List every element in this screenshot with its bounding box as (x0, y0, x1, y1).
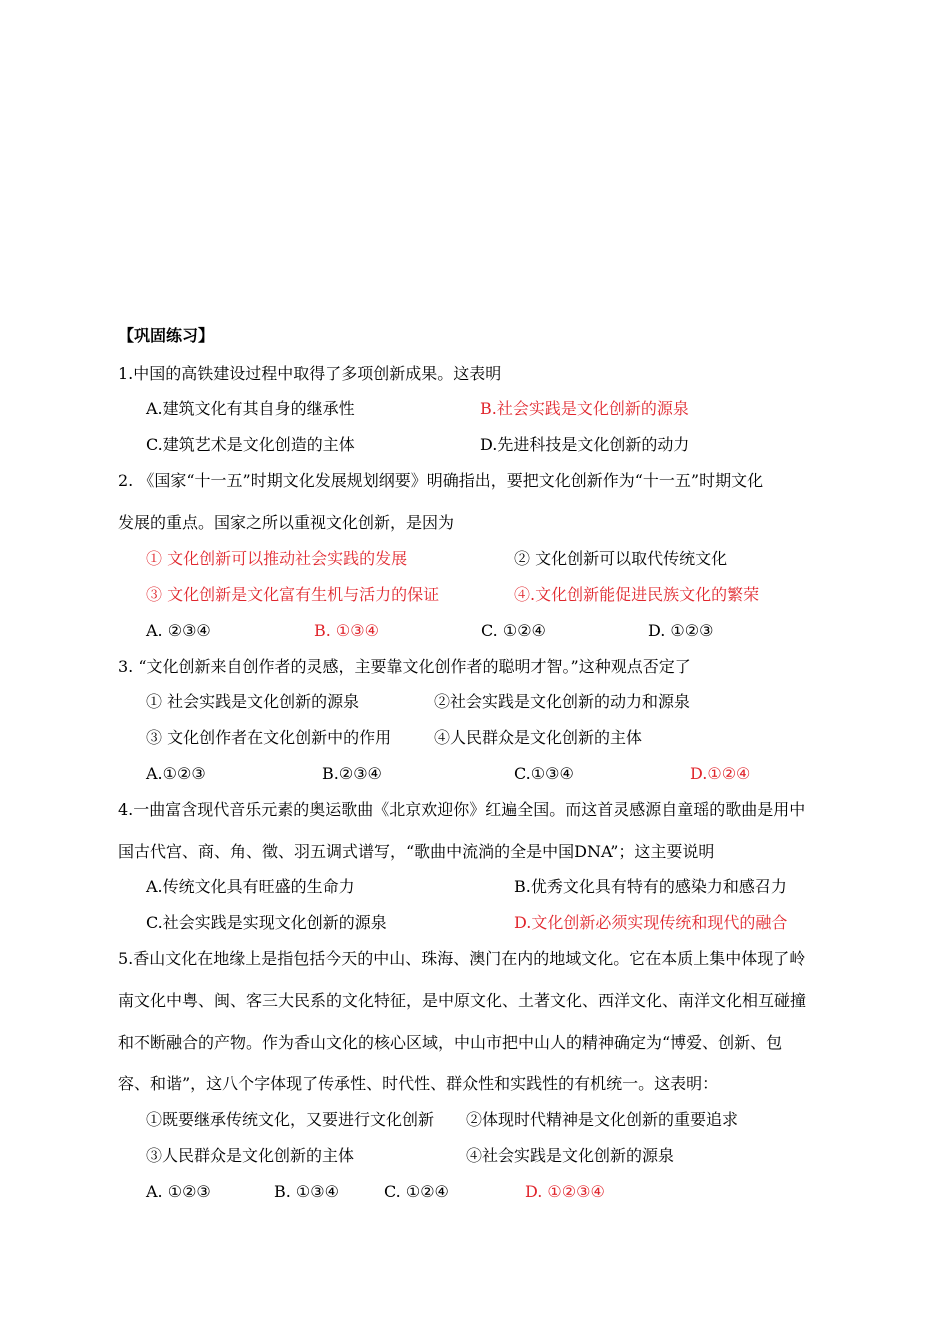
q4-option-c: C.社会实践是实现文化创新的源泉 (146, 913, 387, 932)
q3-statement-3: ③ 文化创作者在文化创新中的作用 (146, 728, 392, 747)
q5-statement-1: ①既要继承传统文化，又要进行文化创新 (146, 1110, 435, 1129)
q2-statement-2: ② 文化创新可以取代传统文化 (514, 549, 728, 568)
q3-statement-2: ②社会实践是文化创新的动力和源泉 (434, 692, 691, 711)
q5-option-d: D. ①②③④ (525, 1182, 605, 1201)
q4-option-b: B.优秀文化具有特有的感染力和感召力 (514, 877, 787, 896)
q3-stem-line: 3. “文化创新来自创作者的灵感，主要靠文化创作者的聪明才智。”这种观点否定了 (118, 657, 691, 676)
q5-option-c: C. ①②④ (384, 1182, 449, 1201)
q5-statement-3: ③人民群众是文化创新的主体 (146, 1146, 355, 1165)
q5-option-b: B. ①③④ (274, 1182, 339, 1201)
section-title: 【巩固练习】 (118, 326, 215, 345)
q2-statement-4: ④.文化创新能促进民族文化的繁荣 (514, 585, 760, 604)
q5-stem-line: 南文化中粤、闽、客三大民系的文化特征，是中原文化、土著文化、西洋文化、南洋文化相互碰撞 (118, 991, 807, 1010)
q3-statement-1: ① 社会实践是文化创新的源泉 (146, 692, 360, 711)
q3-option-b: B.②③④ (322, 764, 382, 783)
q2-stem-line: 2. 《国家“十一五”时期文化发展规划纲要》明确指出，要把文化创新作为“十一五”时期文化 (118, 471, 764, 490)
q2-statement-3: ③ 文化创新是文化富有生机与活力的保证 (146, 585, 440, 604)
q5-statement-4: ④社会实践是文化创新的源泉 (466, 1146, 675, 1165)
q1-option-d: D.先进科技是文化创新的动力 (480, 435, 690, 454)
q5-stem-line: 容、和谐”，这八个字体现了传承性、时代性、群众性和实践性的有机统一。这表明： (118, 1074, 719, 1093)
q3-option-c: C.①③④ (514, 764, 574, 783)
q4-option-d: D.文化创新必须实现传统和现代的融合 (514, 913, 788, 932)
q5-statement-2: ②体现时代精神是文化创新的重要追求 (466, 1110, 739, 1129)
q1-option-c: C.建筑艺术是文化创造的主体 (146, 435, 355, 454)
q2-stem-line: 发展的重点。国家之所以重视文化创新，是因为 (118, 513, 455, 532)
q5-option-a: A. ①②③ (146, 1182, 211, 1201)
q3-option-d: D.①②④ (690, 764, 751, 783)
q2-option-a: A. ②③④ (146, 621, 211, 640)
q5-stem-line: 和不断融合的产物。作为香山文化的核心区域，中山市把中山人的精神确定为“博爱、创新、包 (118, 1033, 783, 1052)
q3-statement-4: ④人民群众是文化创新的主体 (434, 728, 643, 747)
q4-option-a: A.传统文化具有旺盛的生命力 (146, 877, 355, 896)
q2-option-d: D. ①②③ (648, 621, 714, 640)
q1-option-a: A.建筑文化有其自身的继承性 (146, 399, 355, 418)
q4-stem-line: 国古代宫、商、角、徵、羽五调式谱写，“歌曲中流淌的全是中国DNA”；这主要说明 (118, 842, 715, 861)
q1-option-b: B.社会实践是文化创新的源泉 (480, 399, 689, 418)
q3-option-a: A.①②③ (146, 764, 206, 783)
q1-stem-line: 1.中国的高铁建设过程中取得了多项创新成果。这表明 (118, 364, 502, 383)
q2-option-b: B. ①③④ (314, 621, 379, 640)
q5-stem-line: 5.香山文化在地缘上是指包括今天的中山、珠海、澳门在内的地域文化。它在本质上集中体现了岭 (118, 949, 806, 968)
q2-statement-1: ① 文化创新可以推动社会实践的发展 (146, 549, 408, 568)
q4-stem-line: 4.一曲富含现代音乐元素的奥运歌曲《北京欢迎你》红遍全国。而这首灵感源自童瑶的歌曲是用中 (118, 800, 806, 819)
q2-option-c: C. ①②④ (481, 621, 546, 640)
